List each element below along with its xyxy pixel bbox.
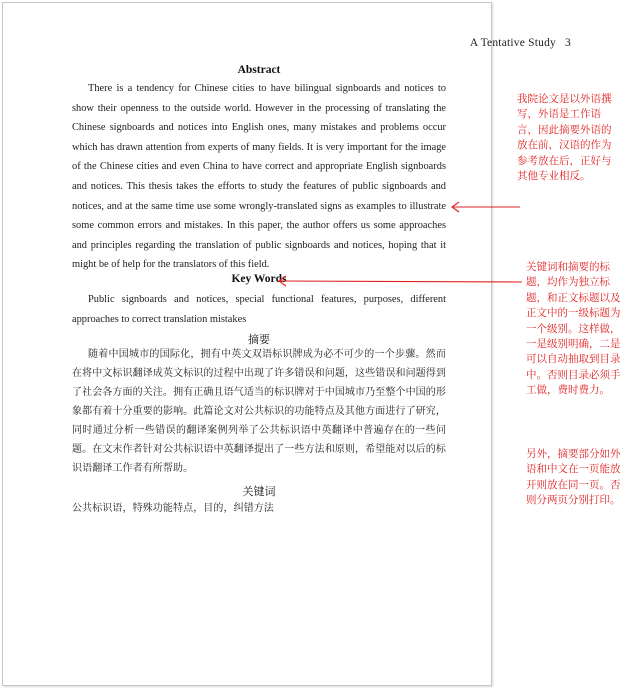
keywords-heading: Key Words — [231, 273, 287, 285]
page-number: 3 — [565, 37, 571, 49]
abstract-cn-text: 随着中国城市的国际化，拥有中英文双语标识牌成为必不可少的一个步骤。然而在将中文标识翻译成英文标识的过程中出现了许多错误和问题，这些错误和问题得到了社会各方面的关注。拥有正确且语气适当的标识牌对于中国城市乃至整个中国的形象都有着十分重要的影响。此篇论文对公共标识的功能特点及其他方面进行了研究，同时通过分析一些错误的翻译案例列举了公共标识语中英翻译中普遍存在的一些问题。在文末作者针对公共标识语中英翻译提出了一些方法和原则，希望能对以后的标识语翻译工作者有所帮助。 — [72, 349, 446, 474]
running-title: A Tentative Study — [469, 37, 556, 49]
annotation-heading-level: 关键词和摘要的标题，均作为独立标题，和正文标题以及正文中的一级标题为一个级别。这样做，一是级别明确，二是可以自动抽取到目录中。否则目录必须手工做，费时费力。 — [526, 262, 621, 397]
abstract-en-text: There is a tendency for Chinese cities to have bilingual signboards and notices to show their openness to the outside world. However in the processing of translating the Chinese signboards and notices into English ones, many mistakes and problems occur which has drawn attention from experts of many fields. It is very important for the image of the Chinese cities and even China to have correct and appropriate English signboards and notices. This thesis takes the efforts to study the features of public signboards and notices, and at the same time use some wrongly-translated signs as examples to illustrate some common errors and mistakes. In this paper, the author offers us some approaches and principles regarding the translation of public signboards and notices, hoping that it might be of help for the translators of this field. — [72, 83, 446, 271]
keywords-cn-heading: 关键词 — [242, 486, 276, 498]
arrow-to-keywords — [279, 281, 522, 282]
annotation-language-order: 我院论文是以外语撰写，外语是工作语言，因此摘要外语的放在前，汉语的作为参考放在后，正好与其他专业相反。 — [517, 94, 612, 183]
abstract-heading: Abstract — [237, 64, 281, 76]
keywords-cn-text: 公共标识语，特殊功能特点，目的，纠错方法 — [72, 503, 274, 514]
keywords-en-text: Public signboards and notices, special functional features, purposes, different approaches to correct translation mistakes — [72, 294, 446, 325]
annotation-page-layout: 另外，摘要部分如外语和中文在一页能放开则放在同一页。否则分两页分别打印。 — [526, 449, 621, 507]
abstract-cn-heading: 摘要 — [248, 334, 270, 346]
